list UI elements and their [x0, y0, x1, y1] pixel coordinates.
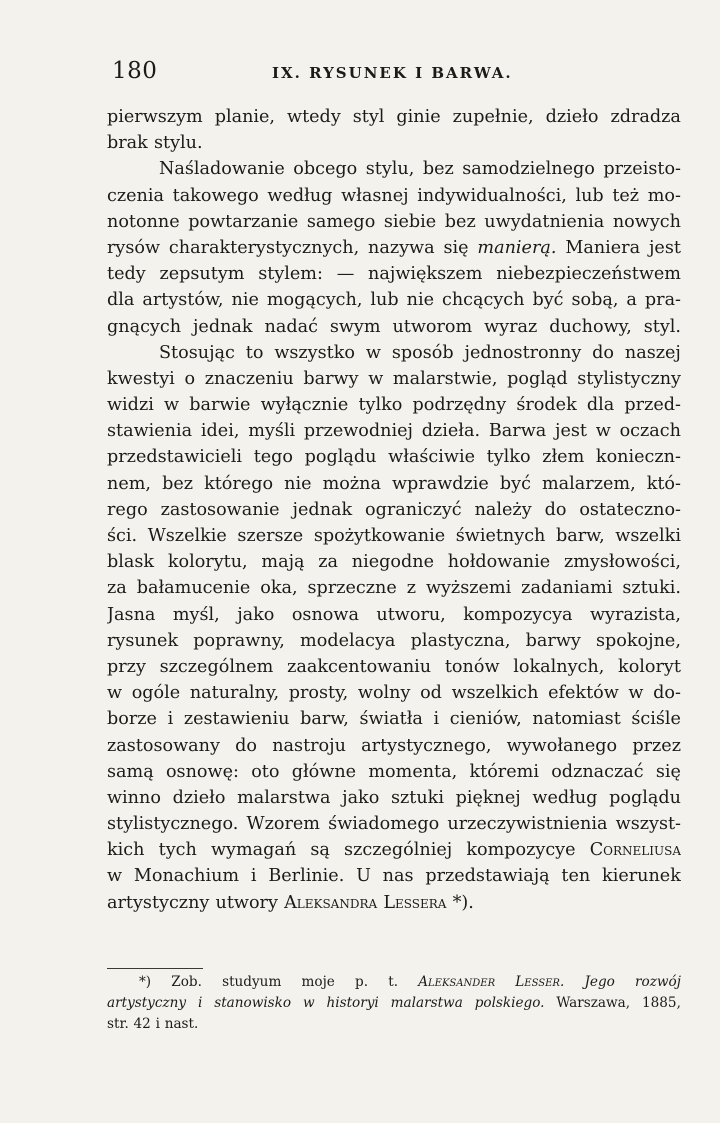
word: jako [342, 787, 380, 808]
word: zupełnie, [452, 107, 534, 127]
word: ginie [396, 107, 441, 127]
word: notonne [107, 211, 180, 232]
word: środek [516, 395, 577, 416]
word: sprzeczne [307, 578, 397, 599]
word: szersze [237, 526, 304, 546]
running-head: IX. RYSUNEK I BARWA. [272, 64, 513, 82]
word: dla [107, 290, 135, 311]
word: Barwa [488, 421, 547, 442]
word: wyłącznie [260, 395, 349, 416]
word: zastosowanie [160, 499, 280, 520]
text-line [107, 628, 681, 654]
word: do [235, 735, 257, 756]
word: się [443, 237, 469, 258]
word: szczególniej [344, 840, 453, 861]
word: pięknej [455, 787, 521, 808]
word: i [250, 866, 257, 887]
word: do [592, 342, 615, 363]
word: efektów [548, 683, 619, 704]
word: styl. [643, 316, 681, 337]
word: poprawny, [193, 630, 285, 651]
word: 1885, [641, 995, 681, 1011]
word: tedy [107, 264, 146, 285]
word: można [322, 473, 381, 494]
word: kich [107, 840, 145, 861]
word: konieczn- [595, 447, 681, 468]
word: manierą. [477, 237, 557, 258]
word: prosty, [288, 683, 349, 704]
text-line [107, 130, 681, 156]
word: lub [370, 290, 399, 311]
word: od [420, 683, 442, 704]
word: rozwój [635, 974, 681, 990]
word: *) [139, 974, 152, 990]
word: zmysłowości, [563, 552, 681, 573]
word: swym [329, 316, 381, 337]
word: nie [406, 290, 434, 311]
word: o [184, 368, 196, 389]
word: pra- [644, 290, 681, 311]
word: dzieło [172, 787, 226, 808]
word: spokojne, [596, 630, 681, 651]
word: zestawieniu [183, 709, 290, 730]
word: lub [575, 185, 604, 206]
word: myśl, [172, 604, 220, 625]
word: cieniów, [449, 709, 522, 730]
footnote-line [107, 972, 681, 993]
word: powtarzanie [188, 211, 299, 232]
word: polskiego. [474, 995, 545, 1011]
text-line [107, 549, 681, 575]
word: moje [301, 974, 335, 990]
word: oczach [619, 421, 681, 442]
word: się [655, 761, 681, 782]
word: nastroju [272, 735, 346, 756]
word: Zob. [171, 974, 202, 990]
word: szczególnem [159, 656, 274, 677]
word: kolorytu, [167, 552, 248, 573]
word: barw, [555, 526, 605, 546]
word: ściśle [631, 709, 681, 730]
word: idei, [200, 421, 240, 442]
word: zastosowany [107, 735, 220, 756]
text-line [107, 314, 681, 340]
word: któremi [469, 761, 539, 782]
word: jednak [192, 316, 253, 337]
word: z [406, 578, 416, 599]
word: podrzędny [412, 395, 507, 416]
word: w [365, 342, 381, 363]
word: bez [422, 159, 454, 180]
word: wyższemi [425, 578, 512, 599]
word: borze [107, 709, 157, 730]
word: natomiast [532, 709, 621, 730]
word: utwory [215, 892, 278, 913]
word: poglądu [609, 787, 681, 808]
word: ograniczyć [365, 499, 462, 520]
word: wtedy [287, 107, 341, 127]
word: koloryt [618, 656, 681, 677]
footnote-rule [107, 968, 203, 969]
text-line [107, 261, 681, 287]
word: wyraz [484, 316, 538, 337]
word: wolny [357, 683, 411, 704]
text-line [107, 837, 681, 863]
word: nowych [612, 211, 681, 232]
word: brak [107, 133, 148, 154]
word: gnących [107, 316, 182, 337]
word: złem [542, 447, 585, 468]
word: artystycznego, [361, 735, 492, 756]
word: własnej [341, 185, 409, 206]
word: przewodniej [303, 421, 413, 442]
word: Maniera [565, 237, 641, 258]
word: wszyst- [615, 814, 681, 835]
word: nazywa [368, 237, 435, 258]
word: Monachium [133, 866, 240, 887]
word: poglądu [304, 447, 377, 468]
word: mogących, [266, 290, 363, 311]
word: siebie [383, 211, 437, 232]
word: sztuki [390, 787, 444, 808]
word: samą [107, 761, 154, 782]
word: odznaczać [551, 761, 644, 782]
word: tylko [486, 447, 531, 468]
word: to [245, 342, 264, 363]
word: Jego [584, 974, 615, 990]
word: Corneliusa [589, 840, 681, 861]
page-header [112, 58, 680, 88]
word: według [267, 185, 333, 206]
word: niebezpieczeństwem [496, 264, 681, 285]
word: artystów, [142, 290, 224, 311]
word: plastyczna, [410, 630, 511, 651]
word: czenia [107, 185, 164, 206]
word: nem, [107, 473, 152, 494]
word: w [107, 866, 123, 887]
word: zadaniami [521, 578, 613, 599]
word: kwestyi [107, 368, 175, 389]
word: dzieło [545, 107, 599, 127]
text-line [107, 733, 681, 759]
word: bez [162, 473, 194, 494]
text-line [107, 654, 681, 680]
word: Wzorem [246, 814, 320, 835]
word: i [433, 709, 440, 730]
text-line [107, 680, 681, 706]
word: historyi [326, 995, 379, 1011]
word: samodzielnego [462, 159, 595, 180]
footnote-line [107, 993, 681, 1014]
word: świetnych [455, 526, 546, 546]
word: Lesser. [515, 974, 565, 990]
word: kompozycya [463, 604, 573, 625]
word: U [356, 866, 371, 887]
text-line [107, 209, 681, 235]
word: Stosując [159, 342, 235, 363]
word: barwie [189, 395, 251, 416]
word: malarstwa [390, 995, 463, 1011]
word: utworu, [376, 604, 446, 625]
word: indywidualności, [417, 185, 567, 206]
text-line [107, 523, 681, 549]
word: modelacya [300, 630, 396, 651]
text-line [107, 235, 681, 261]
word: są [310, 840, 330, 861]
text-line [107, 340, 681, 366]
word: pogląd [507, 368, 568, 389]
word: ogóle [131, 683, 181, 704]
word: momenta, [368, 761, 458, 782]
word: takowego [172, 185, 259, 206]
word: Naśladowanie [159, 159, 285, 180]
word: zaakcentowaniu [287, 656, 432, 677]
word: barwy [303, 368, 359, 389]
word: osnowa [291, 604, 359, 625]
word: wyrazista, [589, 604, 681, 625]
text-line [107, 418, 681, 444]
word: być [532, 290, 564, 311]
word: wymagań [210, 840, 297, 861]
word: rysów [107, 237, 161, 258]
word: malarstwa [237, 787, 331, 808]
word: stanowisko [214, 995, 292, 1011]
word: uwydatnienia [484, 211, 605, 232]
body-text [107, 104, 681, 916]
text-line [107, 156, 681, 182]
word: rysunek [107, 630, 179, 651]
word: wszelkich [451, 683, 539, 704]
word: utworom [392, 316, 473, 337]
word: przeisto- [603, 159, 681, 180]
word: lokalnych, [513, 656, 605, 677]
word: za [318, 552, 339, 573]
word: stylistyczny [577, 368, 681, 389]
word: stylu, [365, 159, 415, 180]
word: przy [107, 656, 146, 677]
word: jest [648, 237, 681, 258]
text-line [107, 366, 681, 392]
text-line [107, 497, 681, 523]
word: według [532, 787, 598, 808]
word: największem [368, 264, 483, 285]
word: w [628, 683, 644, 704]
text-line [107, 602, 681, 628]
word: za [107, 578, 127, 599]
word: urzeczywistnienia [447, 814, 608, 835]
word: należy [474, 499, 532, 520]
word: dla [586, 395, 615, 416]
word: Lessera [383, 892, 447, 913]
word: ści. [107, 526, 138, 546]
word: bałamucenie [136, 578, 251, 599]
word: wszystko [274, 342, 355, 363]
word: ten [561, 866, 591, 887]
text-line [107, 287, 681, 313]
word: i [155, 1016, 160, 1032]
word: znaczeniu [204, 368, 294, 389]
text-line [107, 575, 681, 601]
text-line [107, 863, 681, 889]
word: przed- [624, 395, 681, 416]
word: malarstwie, [392, 368, 498, 389]
text-line [107, 890, 681, 916]
word: str. [107, 1016, 129, 1032]
word: tego [253, 447, 294, 468]
word: stylistycznego. [107, 814, 239, 835]
text-line [107, 183, 681, 209]
word: stylu. [153, 133, 203, 154]
word: mo- [647, 185, 681, 206]
word: któ- [646, 473, 681, 494]
word: ostateczno- [579, 499, 681, 520]
word: bez [444, 211, 476, 232]
word: t. [388, 974, 399, 990]
word: — [336, 264, 355, 285]
page-number: 180 [112, 58, 158, 84]
word: w [595, 421, 611, 442]
word: nadać [264, 316, 318, 337]
word: widzi [107, 395, 154, 416]
word: jednostronny [464, 342, 582, 363]
text-line [107, 104, 681, 130]
word: jednak [292, 499, 353, 520]
word: charakterystycznych, [168, 237, 360, 258]
word: być [499, 473, 531, 494]
word: wszelki [615, 526, 681, 546]
word: barw, [300, 709, 349, 730]
word: dzieła. [421, 421, 481, 442]
text-line [107, 759, 681, 785]
word: osnowę: [165, 761, 239, 782]
word: sposób [391, 342, 454, 363]
word: studyum [222, 974, 282, 990]
word: w [107, 683, 123, 704]
word: a [626, 290, 637, 311]
word: jako [237, 604, 275, 625]
word: którego [204, 473, 274, 494]
text-line [107, 392, 681, 418]
word: Jasna [107, 604, 156, 625]
word: przedstawiają [425, 866, 550, 887]
text-line [107, 706, 681, 732]
text-line [107, 471, 681, 497]
word: przedstawicieli [107, 447, 243, 468]
word: sobą, [571, 290, 619, 311]
word: zepsutym [159, 264, 245, 285]
word: sztuki. [622, 578, 681, 599]
word: naturalny, [189, 683, 280, 704]
word: naszej [624, 342, 681, 363]
word: w [368, 368, 384, 389]
word: barwy [525, 630, 581, 651]
word: Wszelkie [147, 526, 227, 546]
word: jest [555, 421, 587, 442]
word: mają [261, 552, 305, 573]
word: światła [359, 709, 423, 730]
word: kierunek [602, 866, 681, 887]
word: właściwie [388, 447, 476, 468]
word: tych [158, 840, 197, 861]
word: p. [355, 974, 369, 990]
text-line [107, 785, 681, 811]
word: też [612, 185, 640, 206]
word: artystyczny [107, 995, 187, 1011]
word: malarzem, [542, 473, 636, 494]
word: *). [452, 892, 474, 913]
word: główne [291, 761, 357, 782]
word: 42 [133, 1016, 151, 1032]
word: duchowy, [549, 316, 632, 337]
word: świadomego [328, 814, 440, 835]
word: wprawdzie [391, 473, 489, 494]
word: nast. [164, 1016, 199, 1032]
word: winno [107, 787, 161, 808]
word: przez [632, 735, 681, 756]
word: tylko [358, 395, 403, 416]
word: i [167, 709, 174, 730]
word: blask [107, 552, 155, 573]
word: nie [284, 473, 312, 494]
word: wywołanego [506, 735, 618, 756]
text-line [107, 444, 681, 470]
word: w [302, 995, 315, 1011]
word: do- [653, 683, 681, 704]
word: oto [251, 761, 280, 782]
text-line [107, 811, 681, 837]
footnote-line [107, 1014, 681, 1035]
word: myśli [248, 421, 296, 442]
word: Aleksander [418, 974, 496, 990]
word: kompozycye [466, 840, 576, 861]
word: spożytkowanie [313, 526, 446, 546]
word: w [164, 395, 180, 416]
word: pierwszym [107, 107, 203, 127]
word: i [197, 995, 203, 1011]
word: rego [107, 499, 148, 520]
word: Aleksandra [284, 892, 378, 913]
word: hołdowanie [447, 552, 551, 573]
word: nas [382, 866, 414, 887]
word: do [544, 499, 567, 520]
word: zdradza [610, 107, 681, 127]
word: Berlinie. [268, 866, 345, 887]
word: Warszawa, [556, 995, 631, 1011]
word: oka, [260, 578, 298, 599]
word: niegodne [351, 552, 435, 573]
word: samego [306, 211, 376, 232]
word: styl [352, 107, 385, 127]
word: nie [231, 290, 259, 311]
word: chcących [441, 290, 525, 311]
word: obcego [293, 159, 358, 180]
footnote [107, 972, 681, 1035]
word: artystyczny [107, 892, 210, 913]
word: stylem: [258, 264, 323, 285]
word: planie, [214, 107, 276, 127]
word: stawienia [107, 421, 193, 442]
word: tonów [444, 656, 500, 677]
